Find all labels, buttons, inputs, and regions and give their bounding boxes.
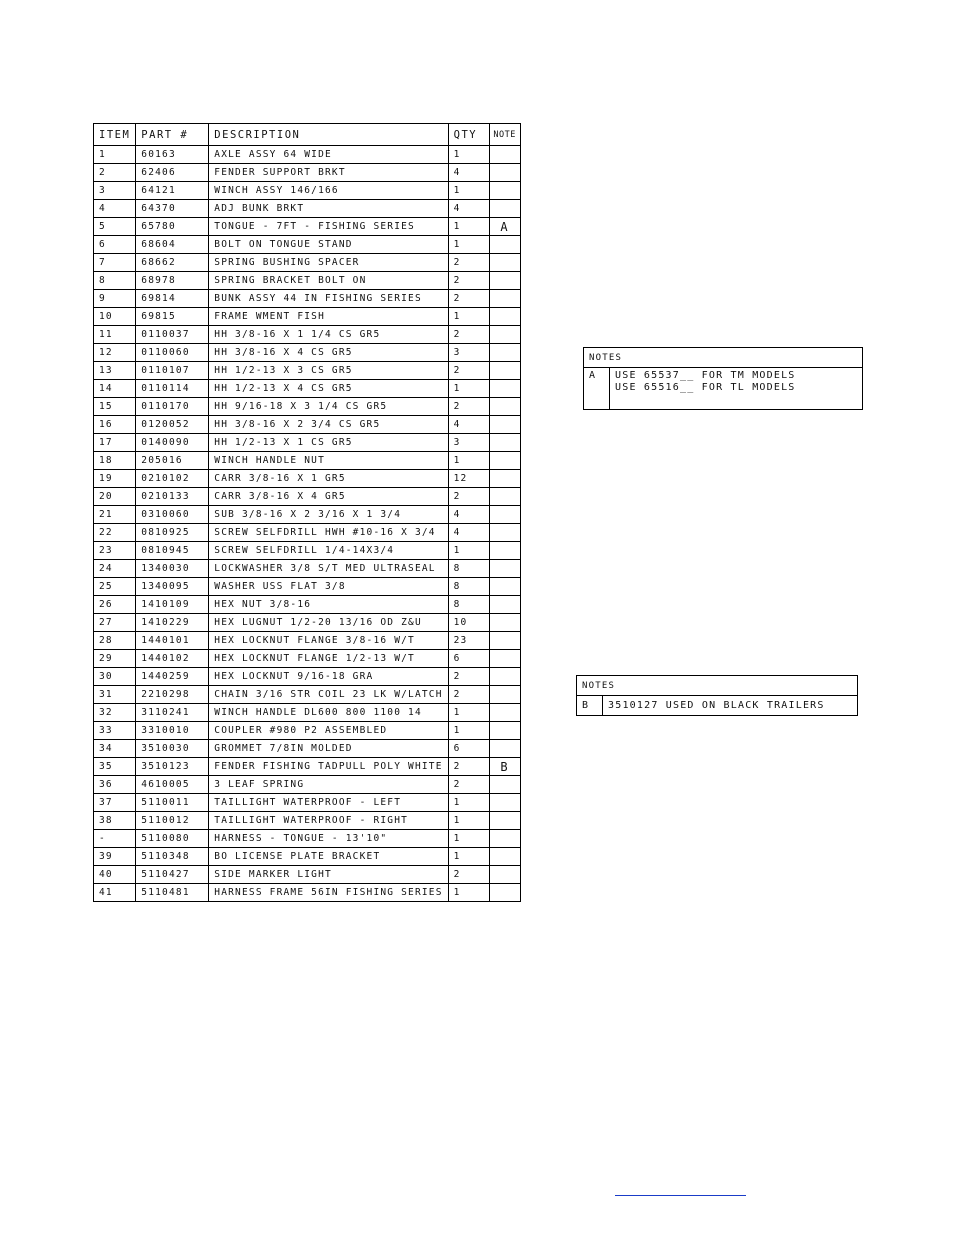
row-description: FRAME WMENT FISH [209, 308, 448, 326]
row-description: CARR 3/8-16 X 4 GR5 [209, 488, 448, 506]
row-part-number: 64121 [136, 182, 209, 200]
parts-list-body [94, 146, 521, 902]
row-qty: 2 [448, 776, 489, 794]
row-part-number: 0210133 [136, 488, 209, 506]
table-row [94, 218, 521, 236]
row-part-number: 68662 [136, 254, 209, 272]
row-note [489, 236, 520, 254]
row-note [489, 740, 520, 758]
row-part-number: 205016 [136, 452, 209, 470]
row-description: FENDER SUPPORT BRKT [209, 164, 448, 182]
row-description: FENDER FISHING TADPULL POLY WHITE [209, 758, 448, 776]
row-item: 14 [94, 380, 136, 398]
row-item: 24 [94, 560, 136, 578]
row-part-number: 0120052 [136, 416, 209, 434]
row-note [489, 272, 520, 290]
row-item: 29 [94, 650, 136, 668]
row-qty: 1 [448, 452, 489, 470]
row-item: 28 [94, 632, 136, 650]
row-item: 1 [94, 146, 136, 164]
row-description: HH 3/8-16 X 4 CS GR5 [209, 344, 448, 362]
row-note [489, 452, 520, 470]
footer-link[interactable] [615, 1187, 746, 1196]
row-part-number: 69815 [136, 308, 209, 326]
row-description: HEX LUGNUT 1/2-20 13/16 OD Z&U [209, 614, 448, 632]
row-item: 31 [94, 686, 136, 704]
row-item: 37 [94, 794, 136, 812]
table-row [94, 182, 521, 200]
row-part-number: 1410109 [136, 596, 209, 614]
table-row [94, 758, 521, 776]
row-qty: 2 [448, 362, 489, 380]
table-row [94, 650, 521, 668]
table-row [94, 740, 521, 758]
row-item: 11 [94, 326, 136, 344]
row-item: 25 [94, 578, 136, 596]
row-note [489, 560, 520, 578]
row-note [489, 722, 520, 740]
row-part-number: 5110427 [136, 866, 209, 884]
table-row [94, 848, 521, 866]
row-qty: 4 [448, 164, 489, 182]
table-row [94, 776, 521, 794]
row-description: LOCKWASHER 3/8 S/T MED ULTRASEAL [209, 560, 448, 578]
table-row [94, 362, 521, 380]
row-item: 19 [94, 470, 136, 488]
table-row [94, 722, 521, 740]
row-qty: 6 [448, 740, 489, 758]
row-qty: 4 [448, 524, 489, 542]
row-note [489, 398, 520, 416]
table-row [94, 668, 521, 686]
header-qty: QTY [448, 124, 489, 146]
row-item: 16 [94, 416, 136, 434]
row-note [489, 578, 520, 596]
header-note: NOTE [489, 124, 520, 146]
row-item: 21 [94, 506, 136, 524]
row-part-number: 0110060 [136, 344, 209, 362]
table-row [94, 884, 521, 902]
header-part-number: PART # [136, 124, 209, 146]
row-item: 9 [94, 290, 136, 308]
row-part-number: 0140090 [136, 434, 209, 452]
row-item: 7 [94, 254, 136, 272]
row-part-number: 1440259 [136, 668, 209, 686]
row-qty: 8 [448, 578, 489, 596]
row-description: HARNESS FRAME 56IN FISHING SERIES [209, 884, 448, 902]
row-part-number: 0810925 [136, 524, 209, 542]
row-part-number: 5110080 [136, 830, 209, 848]
row-description: SPRING BUSHING SPACER [209, 254, 448, 272]
row-qty: 6 [448, 650, 489, 668]
table-row [94, 290, 521, 308]
table-row [94, 164, 521, 182]
row-qty: 1 [448, 830, 489, 848]
row-qty: 8 [448, 596, 489, 614]
table-row [94, 380, 521, 398]
row-part-number: 3510030 [136, 740, 209, 758]
parts-list-table [93, 123, 521, 902]
row-item: 12 [94, 344, 136, 362]
row-qty: 1 [448, 542, 489, 560]
row-qty: 1 [448, 848, 489, 866]
table-row [94, 524, 521, 542]
row-note [489, 524, 520, 542]
row-item: 30 [94, 668, 136, 686]
row-description: WINCH ASSY 146/166 [209, 182, 448, 200]
table-row [94, 578, 521, 596]
row-part-number: 3510123 [136, 758, 209, 776]
row-note [489, 182, 520, 200]
row-note [489, 506, 520, 524]
row-qty: 2 [448, 254, 489, 272]
table-row [94, 830, 521, 848]
row-item: 5 [94, 218, 136, 236]
row-item: 6 [94, 236, 136, 254]
row-description: BUNK ASSY 44 IN FISHING SERIES [209, 290, 448, 308]
row-note [489, 812, 520, 830]
parts-list-header-row [94, 124, 521, 146]
row-qty: 2 [448, 866, 489, 884]
row-item: 26 [94, 596, 136, 614]
row-note [489, 668, 520, 686]
row-part-number: 3110241 [136, 704, 209, 722]
row-qty: 2 [448, 272, 489, 290]
row-part-number: 4610005 [136, 776, 209, 794]
table-row [94, 812, 521, 830]
row-item: 4 [94, 200, 136, 218]
row-note [489, 164, 520, 182]
row-item: 15 [94, 398, 136, 416]
row-note [489, 614, 520, 632]
row-part-number: 1440101 [136, 632, 209, 650]
row-part-number: 2210298 [136, 686, 209, 704]
row-qty: 2 [448, 326, 489, 344]
row-note [489, 344, 520, 362]
row-qty: 1 [448, 884, 489, 902]
table-row [94, 506, 521, 524]
row-note [489, 704, 520, 722]
table-row [94, 596, 521, 614]
row-note [489, 686, 520, 704]
row-description: HH 1/2-13 X 3 CS GR5 [209, 362, 448, 380]
row-qty: 8 [448, 560, 489, 578]
row-note [489, 776, 520, 794]
table-row [94, 344, 521, 362]
row-item: 39 [94, 848, 136, 866]
row-note: A [489, 218, 520, 236]
row-part-number: 0210102 [136, 470, 209, 488]
table-row [94, 452, 521, 470]
row-qty: 1 [448, 704, 489, 722]
table-row [94, 326, 521, 344]
table-row [94, 434, 521, 452]
row-qty: 3 [448, 434, 489, 452]
table-row [94, 614, 521, 632]
row-description: BOLT ON TONGUE STAND [209, 236, 448, 254]
table-row [94, 488, 521, 506]
row-qty: 4 [448, 506, 489, 524]
row-part-number: 0110107 [136, 362, 209, 380]
row-description: HH 9/16-18 X 3 1/4 CS GR5 [209, 398, 448, 416]
row-qty: 2 [448, 686, 489, 704]
row-qty: 1 [448, 308, 489, 326]
row-part-number: 3310010 [136, 722, 209, 740]
header-item: ITEM [94, 124, 136, 146]
row-note [489, 632, 520, 650]
row-description: TONGUE - 7FT - FISHING SERIES [209, 218, 448, 236]
row-qty: 2 [448, 290, 489, 308]
table-row [94, 398, 521, 416]
notes-b-header: NOTES [577, 676, 858, 696]
row-note [489, 470, 520, 488]
row-description: BO LICENSE PLATE BRACKET [209, 848, 448, 866]
row-note [489, 866, 520, 884]
row-description: TAILLIGHT WATERPROOF - LEFT [209, 794, 448, 812]
notes-b-text: 3510127 USED ON BLACK TRAILERS [603, 696, 858, 716]
row-item: 32 [94, 704, 136, 722]
table-row [94, 794, 521, 812]
row-part-number: 64370 [136, 200, 209, 218]
notes-a-text [610, 368, 863, 410]
row-item: 3 [94, 182, 136, 200]
row-description: HEX LOCKNUT FLANGE 3/8-16 W/T [209, 632, 448, 650]
table-row [94, 200, 521, 218]
row-qty: 4 [448, 200, 489, 218]
table-row [94, 632, 521, 650]
row-note [489, 362, 520, 380]
row-description: SPRING BRACKET BOLT ON [209, 272, 448, 290]
row-qty: 1 [448, 182, 489, 200]
row-note [489, 542, 520, 560]
row-item: 17 [94, 434, 136, 452]
row-part-number: 62406 [136, 164, 209, 182]
row-description: HH 1/2-13 X 4 CS GR5 [209, 380, 448, 398]
row-description: HARNESS - TONGUE - 13'10" [209, 830, 448, 848]
row-qty: 1 [448, 380, 489, 398]
row-part-number: 0810945 [136, 542, 209, 560]
row-qty: 2 [448, 488, 489, 506]
row-description: HH 3/8-16 X 2 3/4 CS GR5 [209, 416, 448, 434]
row-qty: 1 [448, 236, 489, 254]
row-part-number: 5110481 [136, 884, 209, 902]
row-description: HH 3/8-16 X 1 1/4 CS GR5 [209, 326, 448, 344]
row-part-number: 5110011 [136, 794, 209, 812]
row-note: B [489, 758, 520, 776]
row-part-number: 69814 [136, 290, 209, 308]
row-description: COUPLER #980 P2 ASSEMBLED [209, 722, 448, 740]
row-item: 2 [94, 164, 136, 182]
row-description: 3 LEAF SPRING [209, 776, 448, 794]
row-qty: 2 [448, 758, 489, 776]
row-note [489, 830, 520, 848]
row-note [489, 488, 520, 506]
row-note [489, 416, 520, 434]
row-description: WINCH HANDLE DL600 800 1100 14 [209, 704, 448, 722]
row-item: 13 [94, 362, 136, 380]
row-qty: 2 [448, 668, 489, 686]
row-part-number: 5110348 [136, 848, 209, 866]
row-part-number: 1340030 [136, 560, 209, 578]
header-description: DESCRIPTION [209, 124, 448, 146]
row-note [489, 596, 520, 614]
row-qty: 1 [448, 794, 489, 812]
row-item: 33 [94, 722, 136, 740]
row-note [489, 308, 520, 326]
row-qty: 23 [448, 632, 489, 650]
table-row [94, 542, 521, 560]
row-qty: 3 [448, 344, 489, 362]
row-description: WINCH HANDLE NUT [209, 452, 448, 470]
row-description: HH 1/2-13 X 1 CS GR5 [209, 434, 448, 452]
table-row [94, 272, 521, 290]
table-row [94, 236, 521, 254]
row-note [489, 200, 520, 218]
row-item: 8 [94, 272, 136, 290]
table-row [94, 416, 521, 434]
row-part-number: 0310060 [136, 506, 209, 524]
row-item: 36 [94, 776, 136, 794]
row-description: HEX NUT 3/8-16 [209, 596, 448, 614]
row-part-number: 1440102 [136, 650, 209, 668]
row-description: SUB 3/8-16 X 2 3/16 X 1 3/4 [209, 506, 448, 524]
row-item: 35 [94, 758, 136, 776]
row-note [489, 884, 520, 902]
row-note [489, 650, 520, 668]
row-item: 22 [94, 524, 136, 542]
table-row [94, 308, 521, 326]
row-qty: 1 [448, 218, 489, 236]
notes-b-key: B [577, 696, 603, 716]
row-part-number: 65780 [136, 218, 209, 236]
row-part-number: 68604 [136, 236, 209, 254]
row-item: 18 [94, 452, 136, 470]
row-description: CHAIN 3/16 STR COIL 23 LK W/LATCH [209, 686, 448, 704]
row-note [489, 794, 520, 812]
row-item: 38 [94, 812, 136, 830]
row-description: SCREW SELFDRILL HWH #10-16 X 3/4 [209, 524, 448, 542]
notes-table-a [583, 347, 863, 410]
notes-a-line: USE 65516__ FOR TL MODELS [615, 382, 796, 393]
row-item: 40 [94, 866, 136, 884]
table-row [94, 560, 521, 578]
row-item: 20 [94, 488, 136, 506]
row-description: HEX LOCKNUT FLANGE 1/2-13 W/T [209, 650, 448, 668]
notes-a-header: NOTES [584, 348, 863, 368]
row-part-number: 60163 [136, 146, 209, 164]
table-row [94, 146, 521, 164]
row-item: 23 [94, 542, 136, 560]
notes-table-b [576, 675, 858, 716]
row-item: 34 [94, 740, 136, 758]
row-description: SIDE MARKER LIGHT [209, 866, 448, 884]
table-row [94, 704, 521, 722]
row-qty: 10 [448, 614, 489, 632]
row-part-number: 0110037 [136, 326, 209, 344]
row-qty: 4 [448, 416, 489, 434]
row-note [489, 434, 520, 452]
row-description: WASHER USS FLAT 3/8 [209, 578, 448, 596]
row-note [489, 326, 520, 344]
row-qty: 1 [448, 812, 489, 830]
row-description: CARR 3/8-16 X 1 GR5 [209, 470, 448, 488]
row-part-number: 0110114 [136, 380, 209, 398]
row-qty: 1 [448, 146, 489, 164]
row-description: TAILLIGHT WATERPROOF - RIGHT [209, 812, 448, 830]
row-item: 27 [94, 614, 136, 632]
table-row [94, 866, 521, 884]
row-item: 41 [94, 884, 136, 902]
row-description: AXLE ASSY 64 WIDE [209, 146, 448, 164]
table-row [94, 254, 521, 272]
table-row [94, 686, 521, 704]
row-note [489, 254, 520, 272]
row-part-number: 0110170 [136, 398, 209, 416]
row-description: SCREW SELFDRILL 1/4-14X3/4 [209, 542, 448, 560]
row-note [489, 146, 520, 164]
row-description: GROMMET 7/8IN MOLDED [209, 740, 448, 758]
row-part-number: 1410229 [136, 614, 209, 632]
row-qty: 1 [448, 722, 489, 740]
table-row [94, 470, 521, 488]
row-note [489, 380, 520, 398]
row-qty: 12 [448, 470, 489, 488]
row-part-number: 1340095 [136, 578, 209, 596]
row-item: 10 [94, 308, 136, 326]
row-part-number: 68978 [136, 272, 209, 290]
notes-a-line: USE 65537__ FOR TM MODELS [615, 370, 796, 381]
notes-a-key: A [584, 368, 610, 410]
row-qty: 2 [448, 398, 489, 416]
row-note [489, 848, 520, 866]
row-description: HEX LOCKNUT 9/16-18 GRA [209, 668, 448, 686]
row-note [489, 290, 520, 308]
row-description: ADJ BUNK BRKT [209, 200, 448, 218]
row-item: - [94, 830, 136, 848]
row-part-number: 5110012 [136, 812, 209, 830]
